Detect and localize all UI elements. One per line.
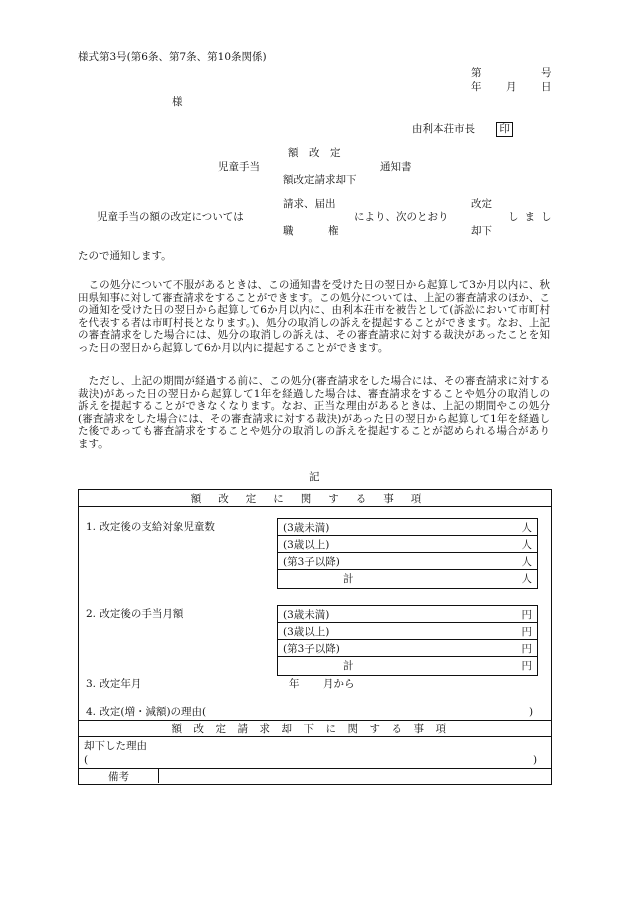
- item2-row-under3: (3歳未満) 円: [283, 608, 532, 621]
- rejection-label: 却下した理由: [84, 740, 147, 752]
- form-number: 様式第3号(第6条、第7条、第10条関係): [78, 51, 267, 63]
- sender: [412, 122, 513, 137]
- item2-label: 2. 改定後の手当月額: [86, 608, 184, 620]
- date-year: 年: [471, 81, 482, 93]
- section2-header: 額改定請求却下に関する事項: [171, 723, 458, 735]
- section1-header: 額改定に関する事項: [190, 492, 439, 505]
- remarks-label: 備考: [108, 770, 129, 783]
- title-line1: 額 改 定: [288, 147, 341, 159]
- rejection-open: (: [84, 754, 89, 766]
- intro-result-top: 改定: [471, 198, 492, 210]
- item4-label: 4. 改定(増・減額)の理由(: [86, 706, 207, 718]
- date-day: 日: [541, 81, 552, 93]
- sender-name: 由利本荘市長: [412, 123, 475, 135]
- item1-row-under3: (3歳未満) 人: [283, 521, 532, 534]
- intro-middle: により、次のとおり: [354, 211, 449, 223]
- intro-option-top: 請求、届出: [283, 198, 336, 210]
- body-paragraph-2: ただし、上記の期間が経過する前に、この処分(審査請求をした場合には、その審査請求に対する裁決)があった日の翌日から起算して1年を経過した場合は、審査請求をすることや処分の取消しの訴えを提起することができなくなります。なお、正当な理由があるときは、上記の期間やこの処分(審査請求をした場合には、その審査請求に対する裁決)があった日の翌日から起算して1年を経過した後であっても審査請求をすることや処分の取消しの訴えを提起することが認められる場合があります。: [78, 375, 550, 450]
- rejection-close: ): [533, 754, 538, 766]
- ki-mark: 記: [309, 471, 320, 483]
- addressee: 様: [172, 96, 183, 108]
- intro-option-bottom-2: 権: [328, 225, 339, 237]
- seal-mark: 印: [496, 122, 513, 137]
- body-paragraph-1: この処分について不服があるときは、この通知書を受けた日の翌日から起算して3か月以内に、秋田県知事に対して審査請求をすることができます。この処分については、上記の審査請求のほか、この通知を受けた日の翌日から起算して6か月以内に、由利本荘市を被告として(訴訟において市町村を代表する者は市町村長となります。)、処分の取消しの訴えを提起することができます。なお、上記の審査請求をした場合には、処分の取消しの訴えは、その審査請求に対する裁決があったことを知った日の翌日から起算して6か月以内に提起することができます。: [78, 279, 550, 354]
- title-right: 通知書: [380, 161, 412, 173]
- item1-label: 1. 改定後の支給対象児童数: [86, 521, 215, 533]
- intro-ending: しまし: [508, 211, 558, 223]
- item3-year: 年: [289, 678, 300, 690]
- item3-label: 3. 改定年月: [86, 678, 142, 690]
- item2-row-total: 計 円: [343, 660, 532, 672]
- intro-continuation: たので通知します。: [78, 250, 172, 262]
- number-dai: 第: [471, 67, 482, 79]
- number-go: 号: [541, 67, 552, 79]
- item1-row-third-child: (第3子以降) 人: [283, 555, 532, 568]
- intro-option-bottom-1: 職: [283, 225, 294, 237]
- divider: [78, 506, 551, 507]
- divider: [78, 736, 551, 737]
- item2-row-over3: (3歳以上) 円: [283, 625, 532, 638]
- item2-row-third-child: (第3子以降) 円: [283, 642, 532, 655]
- date-month: 月: [506, 81, 517, 93]
- title-left: 児童手当: [218, 161, 260, 173]
- item4-close: ): [529, 706, 534, 718]
- item3-month: 月から: [323, 678, 355, 690]
- title-line3: 額改定請求却下: [283, 174, 357, 186]
- item1-row-total: 計 人: [343, 573, 532, 585]
- intro-lead: 児童手当の額の改定については: [97, 211, 244, 223]
- intro-result-bottom: 却下: [471, 225, 492, 237]
- item1-row-over3: (3歳以上) 人: [283, 538, 532, 551]
- divider: [158, 768, 159, 783]
